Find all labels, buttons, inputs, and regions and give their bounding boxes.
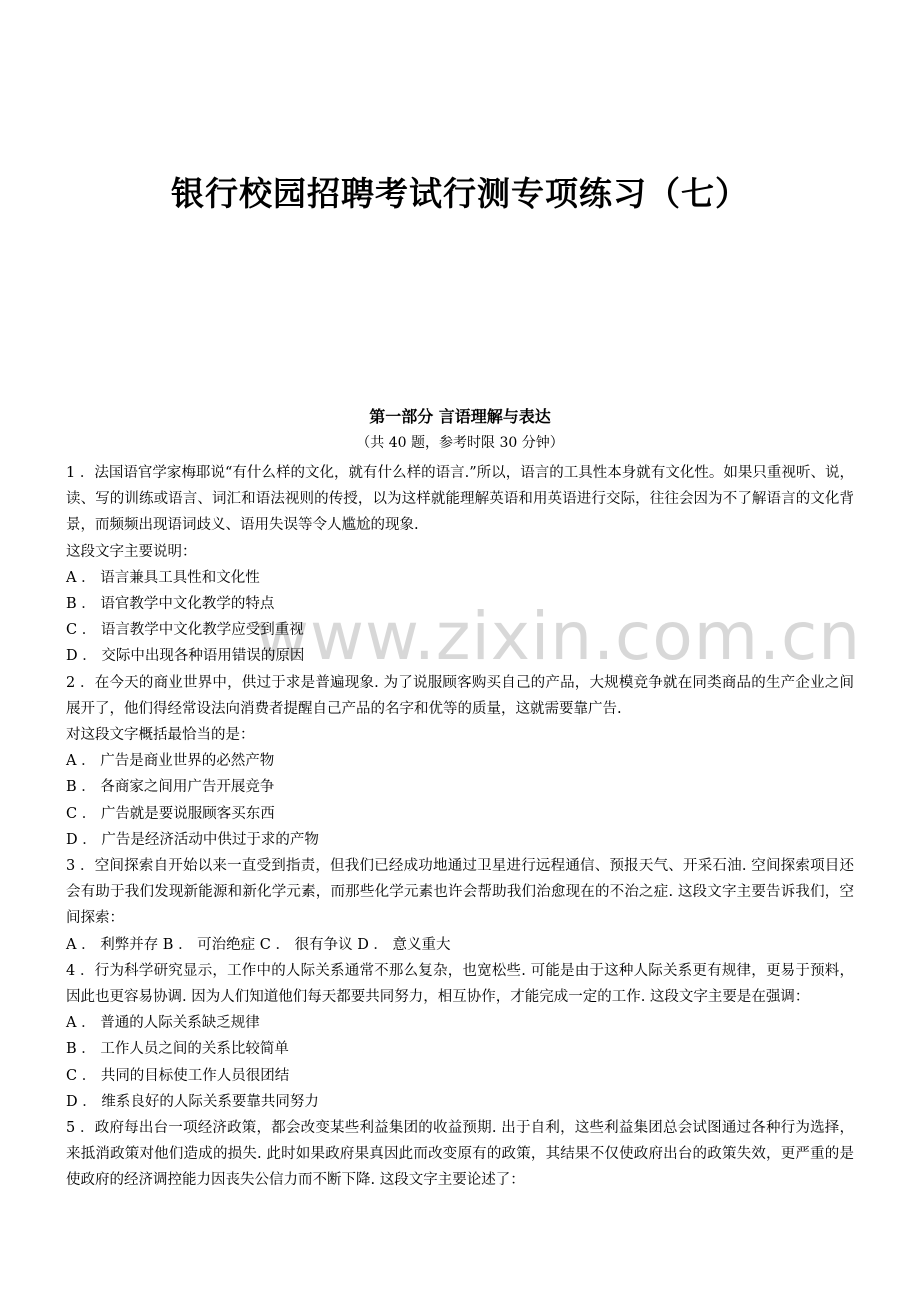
options-inline: A ． 利弊并存 B ． 可治绝症 C ． 很有争议 D ． 意义重大 <box>66 936 451 953</box>
document-title: 银行校园招聘考试行测专项练习（七） <box>171 174 749 213</box>
question-1 <box>66 460 854 670</box>
option-d: D ． 维系良好的人际关系要靠共同努力 <box>66 1093 319 1110</box>
option-d: D ． 交际中出现各种语用错误的原因 <box>66 648 305 665</box>
section-title: 第一部分 言语理解与表达 <box>369 407 551 426</box>
question-5 <box>66 1115 854 1194</box>
question-stem: 4 ．行为科学研究显示，工作中的人际关系通常不那么复杂，也宽松些. 可能是由于这种人际关系更有规律，更易于预料，因此也更容易协调. 因为人们知道他们每天都要共同努力，相互协作，才能完成一定的工作. 这段文字主要是在强调： <box>66 962 854 1006</box>
section-note: （共 40 题，参考时限 30 分钟） <box>356 435 564 451</box>
option-a: A ． 语言兼具工具性和文化性 <box>66 569 260 586</box>
option-a: A ． 广告是商业世界的必然产物 <box>66 753 275 770</box>
question-prompt: 对这段文字概括最恰当的是： <box>66 727 255 744</box>
option-b: B ． 语官教学中文化教学的特点 <box>66 596 275 613</box>
question-4 <box>66 958 854 1115</box>
question-stem: 3 ．空间探索自开始以来一直受到指责，但我们已经成功地通过卫星进行远程通信、预报天气、开采石油. 空间探索项目还会有助于我们发现新能源和新化学元素，而那些化学元素也许会帮助我们治愈现在的不治之症. 这段文字主要告诉我们，空间探索： <box>66 858 854 927</box>
question-stem: 2 ．在今天的商业世界中，供过于求是普遍现象. 为了说服顾客购买自己的产品，大规模竞争就在同类商品的生产企业之间展开了，他们得经常设法向消费者提醒自己产品的名字和优等的质量，这就需要靠广告. <box>66 674 854 717</box>
option-b: B ． 工作人员之间的关系比较简单 <box>66 1041 289 1058</box>
question-3 <box>66 853 854 958</box>
question-stem: 5 ．政府每出台一项经济政策，都会改变某些利益集团的收益预期. 出于自利，这些利益集团总会试图通过各种行为选择，来抵消政策对他们造成的损失. 此时如果政府果真因此而改变原有的政策，其结果不仅使政府出台的政策失效，更严重的是使政府的经济调控能力因丧失公信力而不断下降. 这段文字主要论述了： <box>66 1120 854 1189</box>
option-c: C ． 广告就是要说服顾客买东西 <box>66 805 275 822</box>
question-2 <box>66 670 854 853</box>
option-c: C ． 共同的目标使工作人员很团结 <box>66 1067 290 1084</box>
option-d: D ． 广告是经济活动中供过于求的产物 <box>66 831 319 848</box>
watermark: www.zixin.com.cn <box>255 598 862 675</box>
question-prompt: 这段文字主要说明： <box>66 543 197 560</box>
option-c: C ． 语言教学中文化教学应受到重视 <box>66 622 304 639</box>
question-stem: 1 ．法国语官学家梅耶说“有什么样的文化，就有什么样的语言.”所以，语言的工具性本身就有文化性。如果只重视听、说，读、写的训练或语言、词汇和语法视则的传授，以为这样就能理解英语和用英语进行交际，往往会因为不了解语言的文化背景，而频频出现语词歧义、语用失误等令人尴尬的现象. <box>66 465 854 534</box>
option-a: A ． 普通的人际关系缺乏规律 <box>66 1015 260 1032</box>
option-b: B ． 各商家之间用广告开展竞争 <box>66 779 275 796</box>
question-list <box>66 460 854 1194</box>
